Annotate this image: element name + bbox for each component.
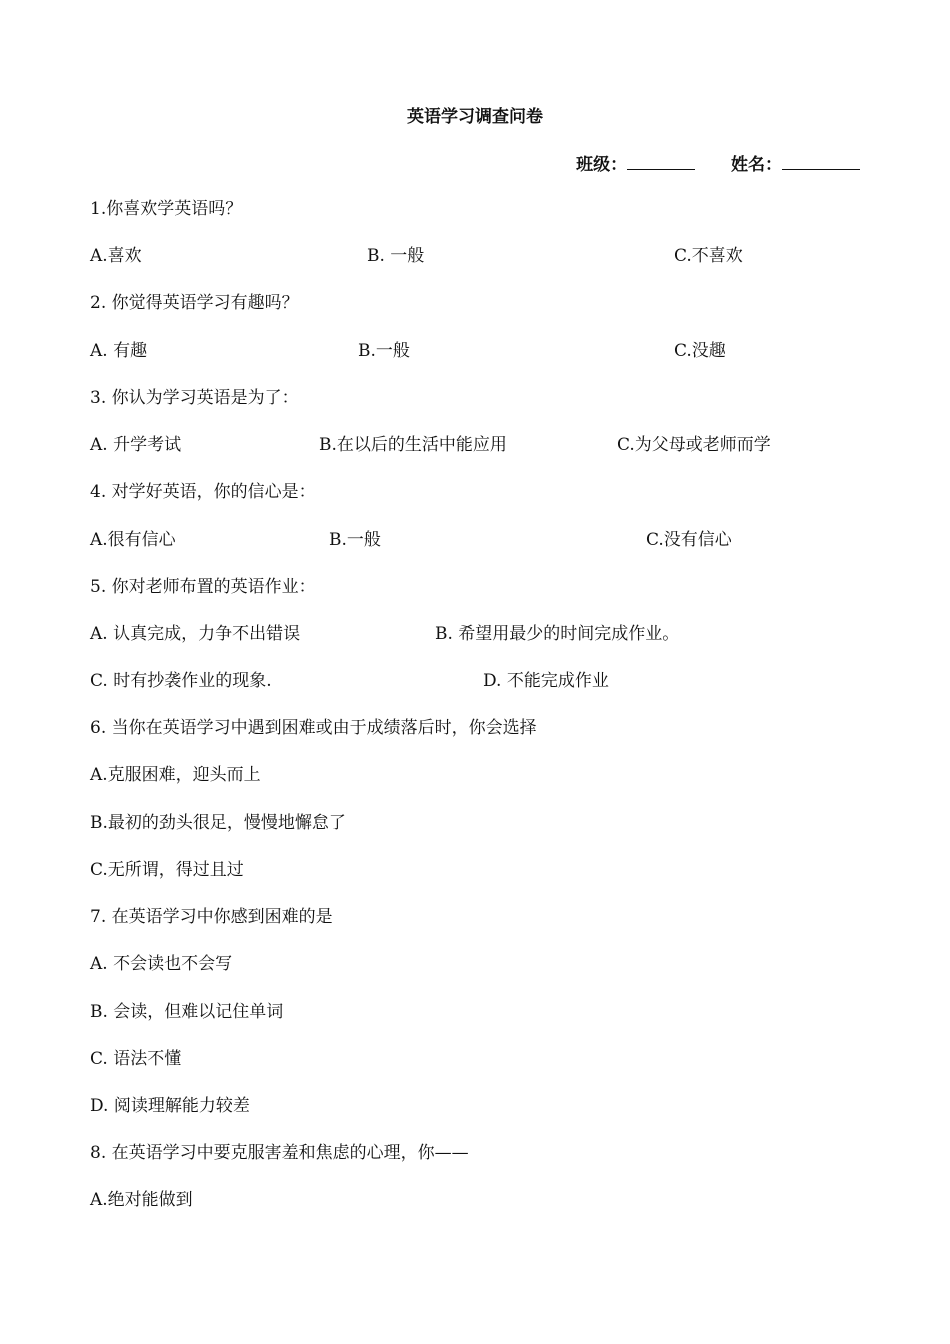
q3-option-c[interactable]: C.为父母或老师而学 [617,435,771,455]
class-blank[interactable] [627,151,695,170]
class-label: 班级： [576,155,628,175]
q8-option-a[interactable]: A.绝对能做到 [90,1190,193,1210]
q3-option-b[interactable]: B.在以后的生活中能应用 [319,435,507,455]
q1-option-c[interactable]: C.不喜欢 [674,246,743,266]
question-2: 2. 你觉得英语学习有趣吗？ [90,293,299,313]
q4-option-a[interactable]: A.很有信心 [90,530,176,550]
q2-option-a[interactable]: A. 有趣 [90,341,148,361]
q6-option-c[interactable]: C.无所谓，得过且过 [90,860,244,880]
question-8: 8. 在英语学习中要克服害羞和焦虑的心理，你—— [90,1143,469,1163]
question-4: 4. 对学好英语，你的信心是： [90,482,316,502]
name-field [731,150,860,175]
page-title: 英语学习调查问卷 [407,107,543,127]
q5-option-c[interactable]: C. 时有抄袭作业的现象. [90,671,272,691]
q5-option-d[interactable]: D. 不能完成作业 [483,671,609,691]
q2-option-b[interactable]: B.一般 [358,341,410,361]
question-6: 6. 当你在英语学习中遇到困难或由于成绩落后时，你会选择 [90,718,537,738]
question-3: 3. 你认为学习英语是为了： [90,388,299,408]
q6-option-b[interactable]: B.最初的劲头很足，慢慢地懈怠了 [90,813,346,833]
header-fields [546,150,860,175]
q4-option-c[interactable]: C.没有信心 [646,530,732,550]
q4-option-b[interactable]: B.一般 [329,530,381,550]
question-1: 1.你喜欢学英语吗？ [90,199,243,219]
q6-option-a[interactable]: A.克服困难，迎头而上 [90,765,261,785]
q1-option-b[interactable]: B. 一般 [367,246,425,266]
q5-option-a[interactable]: A. 认真完成，力争不出错误 [90,624,301,644]
q1-option-a[interactable]: A.喜欢 [90,246,142,266]
class-field [576,150,695,175]
q7-option-a[interactable]: A. 不会读也不会写 [90,954,233,974]
name-label: 姓名： [731,155,782,175]
q3-option-a[interactable]: A. 升学考试 [90,435,182,455]
question-5: 5. 你对老师布置的英语作业： [90,577,316,597]
q7-option-b[interactable]: B. 会读，但难以记住单词 [90,1002,284,1022]
q5-option-b[interactable]: B. 希望用最少的时间完成作业。 [435,624,680,644]
q7-option-d[interactable]: D. 阅读理解能力较差 [90,1096,250,1116]
name-blank[interactable] [782,151,860,170]
q2-option-c[interactable]: C.没趣 [674,341,726,361]
q7-option-c[interactable]: C. 语法不懂 [90,1049,182,1069]
question-7: 7. 在英语学习中你感到困难的是 [90,907,333,927]
